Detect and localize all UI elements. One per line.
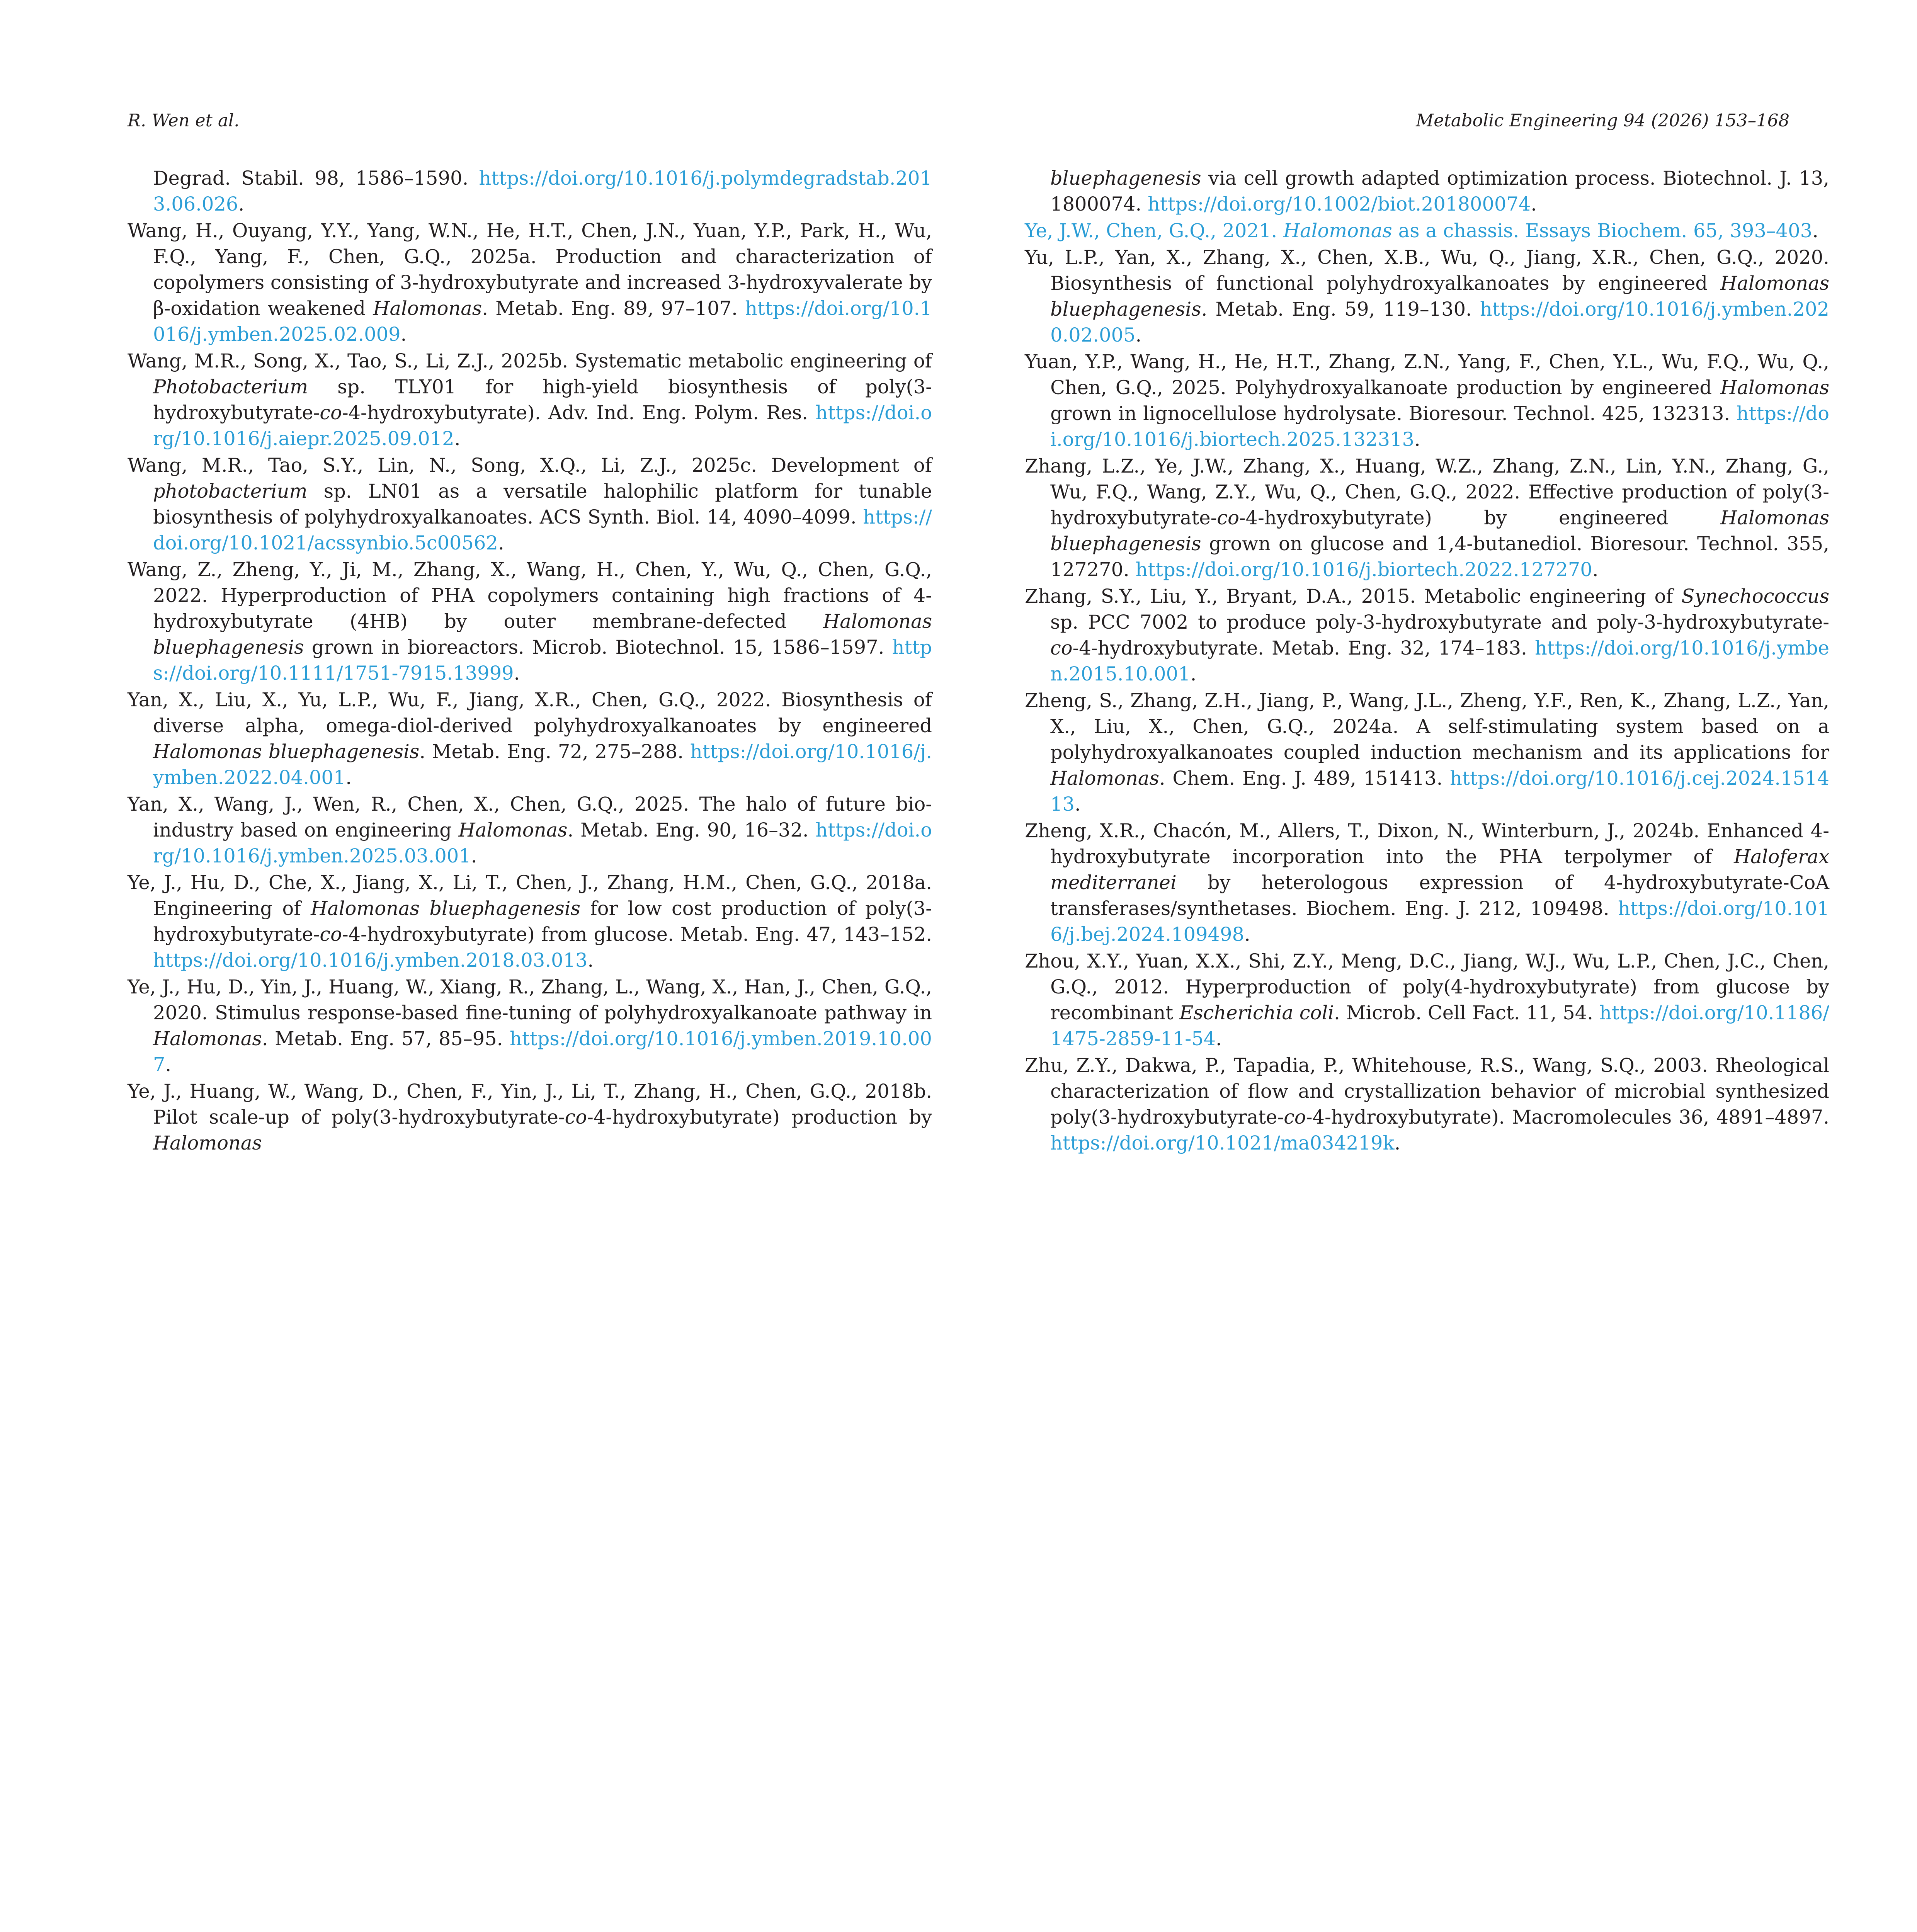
- reference-entry: Yu, L.P., Yan, X., Zhang, X., Chen, X.B., Wu, Q., Jiang, X.R., Chen, G.Q., 2020. Biosynthesis of functional polyhydroxyalkanoates by engineered Halomonas bluephagenesis. Metab. Eng. 59, 119–130. https://doi.org/10.1016/j.ymben.2020.02.005.: [1025, 246, 1829, 346]
- doi-link[interactable]: https://doi.org/10.1016/j.ymben.2020.02.005: [1050, 298, 1829, 346]
- doi-link[interactable]: https://doi.org/10.1016/j.ymben.2018.03.013: [153, 949, 588, 971]
- doi-link[interactable]: https://doi.org/10.1016/j.ymben.2019.10.007: [153, 1027, 932, 1076]
- reference-entry: Zheng, X.R., Chacón, M., Allers, T., Dixon, N., Winterburn, J., 2024b. Enhanced 4-hydroxybutyrate incorporation into the PHA terpolymer of Haloferax mediterranei by heterologous expression of 4-hydroxybutyrate-CoA transferases/synthetases. Biochem. Eng. J. 212, 109498. https://doi.org/10.1016/j.bej.2024.109498.: [1025, 820, 1829, 946]
- reference-entry: Zhu, Z.Y., Dakwa, P., Tapadia, P., Whitehouse, R.S., Wang, S.Q., 2003. Rheological characterization of flow and crystallization behavior of microbial synthesized poly(3-hydroxybutyrate-co-4-hydroxybutyrate). Macromolecules 36, 4891–4897. https://doi.org/10.1021/ma034219k.: [1025, 1054, 1829, 1154]
- header-authors: R. Wen et al.: [128, 110, 240, 131]
- reference-entry: Yan, X., Liu, X., Yu, L.P., Wu, F., Jiang, X.R., Chen, G.Q., 2022. Biosynthesis of diverse alpha, omega-diol-derived polyhydroxyalkanoates by engineered Halomonas bluephagenesis. Metab. Eng. 72, 275–288. https://doi.org/10.1016/j.ymben.2022.04.001.: [128, 689, 932, 789]
- reference-entry: Wang, M.R., Song, X., Tao, S., Li, Z.J., 2025b. Systematic metabolic engineering of Photobacterium sp. TLY01 for high-yield biosynthesis of poly(3-hydroxybutyrate-co-4-hydroxybutyrate). Adv. Ind. Eng. Polym. Res. https://doi.org/10.1016/j.aiepr.2025.09.012.: [128, 350, 932, 450]
- doi-link[interactable]: https://doi.org/10.1016/j.biortech.2025.132313: [1050, 402, 1829, 451]
- doi-link[interactable]: https://doi.org/10.1016/j.cej.2024.151413: [1050, 767, 1829, 815]
- doi-link[interactable]: https://doi.org/10.1016/j.biortech.2022.127270: [1135, 558, 1592, 581]
- reference-entry: Degrad. Stabil. 98, 1586–1590. https://doi.org/10.1016/j.polymdegradstab.2013.06.026.: [153, 167, 932, 215]
- reference-entry: Yan, X., Wang, J., Wen, R., Chen, X., Chen, G.Q., 2025. The halo of future bio-industry based on engineering Halomonas. Metab. Eng. 90, 16–32. https://doi.org/10.1016/j.ymben.2025.03.001.: [128, 793, 932, 867]
- doi-link[interactable]: https://doi.org/10.1016/j.ymben.2025.03.001: [153, 819, 932, 867]
- doi-link[interactable]: https://doi.org/10.1021/ma034219k: [1050, 1132, 1395, 1154]
- reference-entry: Ye, J., Hu, D., Yin, J., Huang, W., Xiang, R., Zhang, L., Wang, X., Han, J., Chen, G.Q., 2020. Stimulus response-based fine-tuning of polyhydroxyalkanoate pathway in Halomonas. Metab. Eng. 57, 85–95. https://doi.org/10.1016/j.ymben.2019.10.007.: [128, 976, 932, 1076]
- doi-link[interactable]: https://doi.org/10.1186/1475-2859-11-54: [1050, 1002, 1829, 1050]
- reference-entry: Wang, Z., Zheng, Y., Ji, M., Zhang, X., Wang, H., Chen, Y., Wu, Q., Chen, G.Q., 2022. Hyperproduction of PHA copolymers containing high fractions of 4-hydroxybutyrate (4HB) by outer membrane-defected Halomonas bluephagenesis grown in bioreactors. Microb. Biotechnol. 15, 1586–1597. https://doi.org/10.1111/1751-7915.13999.: [128, 558, 932, 684]
- doi-link[interactable]: https://doi.org/10.1021/acssynbio.5c00562: [153, 506, 932, 554]
- reference-entry: Wang, M.R., Tao, S.Y., Lin, N., Song, X.Q., Li, Z.J., 2025c. Development of photobacterium sp. LN01 as a versatile halophilic platform for tunable biosynthesis of polyhydroxyalkanoates. ACS Synth. Biol. 14, 4090–4099. https://doi.org/10.1021/acssynbio.5c00562.: [128, 454, 932, 554]
- header-journal: Metabolic Engineering 94 (2026) 153–168: [1416, 110, 1789, 131]
- running-header: [128, 110, 1789, 137]
- doi-link[interactable]: https://doi.org/10.1002/biot.201800074: [1147, 193, 1531, 215]
- doi-link[interactable]: https://doi.org/10.1016/j.aiepr.2025.09.012: [153, 401, 932, 450]
- reference-entry: Zheng, S., Zhang, Z.H., Jiang, P., Wang, J.L., Zheng, Y.F., Ren, K., Zhang, L.Z., Yan, X., Liu, X., Chen, G.Q., 2024a. A self-stimulating system based on a polyhydroxyalkanoates coupled induction mechanism and its applications for Halomonas. Chem. Eng. J. 489, 151413. https://doi.org/10.1016/j.cej.2024.151413.: [1025, 689, 1829, 815]
- reference-entry-linked[interactable]: Ye, J.W., Chen, G.Q., 2021. Halomonas as a chassis. Essays Biochem. 65, 393–403.: [1025, 219, 1818, 242]
- doi-link[interactable]: https://doi.org/10.1016/j.polymdegradstab.2013.06.026: [153, 167, 932, 215]
- doi-link[interactable]: https://doi.org/10.1016/j.ymben.2025.02.009: [153, 297, 932, 345]
- reference-entry: Zhou, X.Y., Yuan, X.X., Shi, Z.Y., Meng, D.C., Jiang, W.J., Wu, L.P., Chen, J.C., Chen, G.Q., 2012. Hyperproduction of poly(4-hydroxybutyrate) from glucose by recombinant Escherichia coli. Microb. Cell Fact. 11, 54. https://doi.org/10.1186/1475-2859-11-54.: [1025, 950, 1829, 1050]
- references-left-column: [128, 165, 932, 1157]
- references-right-column: [1025, 165, 1829, 1157]
- doi-link[interactable]: https://doi.org/10.1111/1751-7915.13999: [153, 636, 932, 684]
- reference-entry: Ye, J., Hu, D., Che, X., Jiang, X., Li, T., Chen, J., Zhang, H.M., Chen, G.Q., 2018a. Engineering of Halomonas bluephagenesis for low cost production of poly(3-hydroxybutyrate-co-4-hydroxybutyrate) from glucose. Metab. Eng. 47, 143–152. https://doi.org/10.1016/j.ymben.2018.03.013.: [128, 871, 932, 971]
- reference-entry: Zhang, S.Y., Liu, Y., Bryant, D.A., 2015. Metabolic engineering of Synechococcus sp. PCC 7002 to produce poly-3-hydroxybutyrate and poly-3-hydroxybutyrate-co-4-hydroxybutyrate. Metab. Eng. 32, 174–183. https://doi.org/10.1016/j.ymben.2015.10.001.: [1025, 585, 1829, 685]
- doi-link[interactable]: https://doi.org/10.1016/j.ymben.2022.04.001: [153, 740, 932, 789]
- reference-entry: bluephagenesis via cell growth adapted optimization process. Biotechnol. J. 13, 1800074. https://doi.org/10.1002/biot.201800074.: [1050, 167, 1829, 215]
- reference-entry: Zhang, L.Z., Ye, J.W., Zhang, X., Huang, W.Z., Zhang, Z.N., Lin, Y.N., Zhang, G., Wu, F.Q., Wang, Z.Y., Wu, Q., Chen, G.Q., 2022. Effective production of poly(3-hydroxybutyrate-co-4-hydroxybutyrate) by engineered Halomonas bluephagenesis grown on glucose and 1,4-butanediol. Bioresour. Technol. 355, 127270. https://doi.org/10.1016/j.biortech.2022.127270.: [1025, 455, 1829, 581]
- reference-entry: Wang, H., Ouyang, Y.Y., Yang, W.N., He, H.T., Chen, J.N., Yuan, Y.P., Park, H., Wu, F.Q., Yang, F., Chen, G.Q., 2025a. Production and characterization of copolymers consisting of 3-hydroxybutyrate and increased 3-hydroxyvalerate by β-oxidation weakened Halomonas. Metab. Eng. 89, 97–107. https://doi.org/10.1016/j.ymben.2025.02.009.: [128, 219, 932, 345]
- reference-entry: Ye, J., Huang, W., Wang, D., Chen, F., Yin, J., Li, T., Zhang, H., Chen, G.Q., 2018b. Pilot scale-up of poly(3-hydroxybutyrate-co-4-hydroxybutyrate) production by Halomonas: [128, 1080, 932, 1154]
- doi-link[interactable]: https://doi.org/10.1016/j.bej.2024.109498: [1050, 897, 1829, 946]
- reference-entry: Yuan, Y.P., Wang, H., He, H.T., Zhang, Z.N., Yang, F., Chen, Y.L., Wu, F.Q., Wu, Q., Chen, G.Q., 2025. Polyhydroxyalkanoate production by engineered Halomonas grown in lignocellulose hydrolysate. Bioresour. Technol. 425, 132313. https://doi.org/10.1016/j.biortech.2025.132313.: [1025, 350, 1829, 451]
- doi-link[interactable]: https://doi.org/10.1016/j.ymben.2015.10.001: [1050, 637, 1829, 685]
